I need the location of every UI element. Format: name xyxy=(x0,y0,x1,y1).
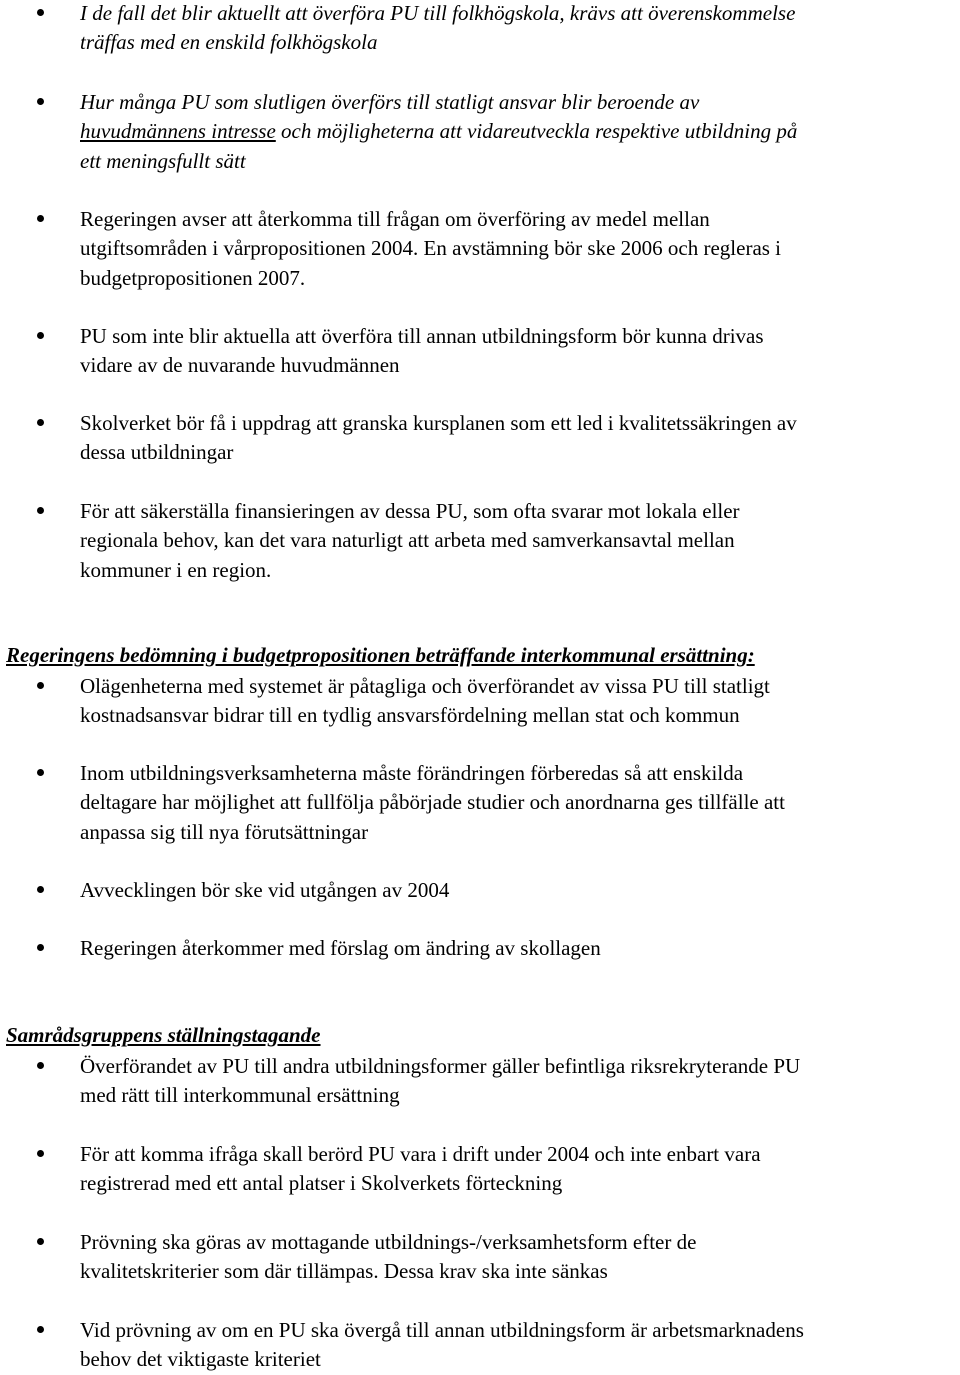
list-item-text xyxy=(80,1316,958,1375)
text-line: kommuner i en region. xyxy=(80,557,272,582)
text-line: Avvecklingen bör ske vid utgången av 2004 xyxy=(80,878,450,902)
text-line: Regeringen avser att återkomma till frågan om överföring av medel mellan xyxy=(80,207,710,231)
text-line: träffas med en enskild folkhögskola xyxy=(80,30,378,55)
list-item-text xyxy=(80,1052,958,1111)
bullet-icon xyxy=(37,1326,44,1333)
bullet-icon xyxy=(37,1062,44,1069)
list-item-text xyxy=(80,672,958,731)
text-line: Olägenheterna med systemet är påtagliga och överförandet av vissa PU till statligt xyxy=(80,674,770,698)
text-line: dessa utbildningar xyxy=(80,440,234,465)
text-line: För att säkerställa finansieringen av dessa PU, som ofta svarar mot lokala eller xyxy=(80,499,740,523)
bullet-icon xyxy=(37,9,44,16)
text-line: vidare av de nuvarande huvudmännen xyxy=(80,353,400,378)
list-item-text xyxy=(80,205,958,293)
section-heading-regeringen: Regeringens bedömning i budgetpropositionen beträffande interkommunal ersättning: xyxy=(6,643,755,667)
bullet-icon xyxy=(37,1150,44,1157)
text-line: Vid prövning av om en PU ska övergå till annan utbildningsform är arbetsmarknadens xyxy=(80,1318,804,1342)
bullet-icon xyxy=(37,507,44,514)
list-item-text xyxy=(80,0,958,58)
list-item-text xyxy=(80,759,958,847)
text-line: Inom utbildningsverksamheterna måste förändringen förberedas så att enskilda xyxy=(80,761,744,785)
text-line: Hur många PU som slutligen överförs till statligt ansvar blir beroende av xyxy=(80,90,700,114)
section-heading-samradsgruppen: Samrådsgruppens ställningstagande xyxy=(6,1023,321,1047)
underlined-term: huvudmännens intresse xyxy=(80,119,276,144)
text-line: registrerad med ett antal platser i Skolverkets förteckning xyxy=(80,1171,563,1196)
text-line: budgetpropositionen 2007. xyxy=(80,265,306,290)
text-line: I de fall det blir aktuellt att överföra PU till folkhögskola, krävs att överenskommelse xyxy=(80,1,796,25)
text-line: För att komma ifråga skall berörd PU vara i drift under 2004 och inte enbart vara xyxy=(80,1142,761,1166)
text-line: regionala behov, kan det vara naturligt att arbeta med samverkansavtal mellan xyxy=(80,528,735,553)
bullet-icon xyxy=(37,886,44,893)
list-item-text xyxy=(80,934,958,963)
text-line: Prövning ska göras av mottagande utbildnings-/verksamhetsform efter de xyxy=(80,1230,697,1254)
list-item-text xyxy=(80,876,958,905)
text-line: med rätt till interkommunal ersättning xyxy=(80,1083,400,1108)
bullet-icon xyxy=(37,944,44,951)
list-item-text xyxy=(80,1228,958,1287)
list-item-text xyxy=(80,497,958,585)
text-line xyxy=(80,117,958,146)
bullet-icon xyxy=(37,419,44,426)
bullet-icon xyxy=(37,769,44,776)
text-line: deltagare har möjlighet att fullfölja påbörjade studier och anordnarna ges tillfälle att xyxy=(80,790,785,815)
list-item-text xyxy=(80,322,958,381)
list-item-text xyxy=(80,88,958,176)
text-line: Överförandet av PU till andra utbildningsformer gäller befintliga riksrekryterande PU xyxy=(80,1054,801,1078)
bullet-icon xyxy=(37,682,44,689)
bullet-icon xyxy=(37,332,44,339)
text-line: kostnadsansvar bidrar till en tydlig ansvarsfördelning mellan stat och kommun xyxy=(80,703,740,728)
text-line: Skolverket bör få i uppdrag att granska kursplanen som ett led i kvalitetssäkringen av xyxy=(80,411,797,435)
text-line: kvalitetskriterier som där tillämpas. Dessa krav ska inte sänkas xyxy=(80,1259,608,1284)
text-line: Regeringen återkommer med förslag om ändring av skollagen xyxy=(80,936,601,960)
text-line: PU som inte blir aktuella att överföra till annan utbildningsform bör kunna drivas xyxy=(80,324,764,348)
text-line: behov det viktigaste kriteriet xyxy=(80,1347,321,1372)
bullet-icon xyxy=(37,98,44,105)
text-line: ett meningsfullt sätt xyxy=(80,148,246,173)
text-line: anpassa sig till nya förutsättningar xyxy=(80,819,369,844)
text-fragment: och möjligheterna att vidareutveckla respektive utbildning på xyxy=(275,119,798,144)
text-line: utgiftsområden i vårpropositionen 2004. En avstämning bör ske 2006 och regleras i xyxy=(80,236,782,261)
bullet-icon xyxy=(37,1238,44,1245)
bullet-icon xyxy=(37,215,44,222)
list-item-text xyxy=(80,409,958,468)
list-item-text xyxy=(80,1140,958,1199)
